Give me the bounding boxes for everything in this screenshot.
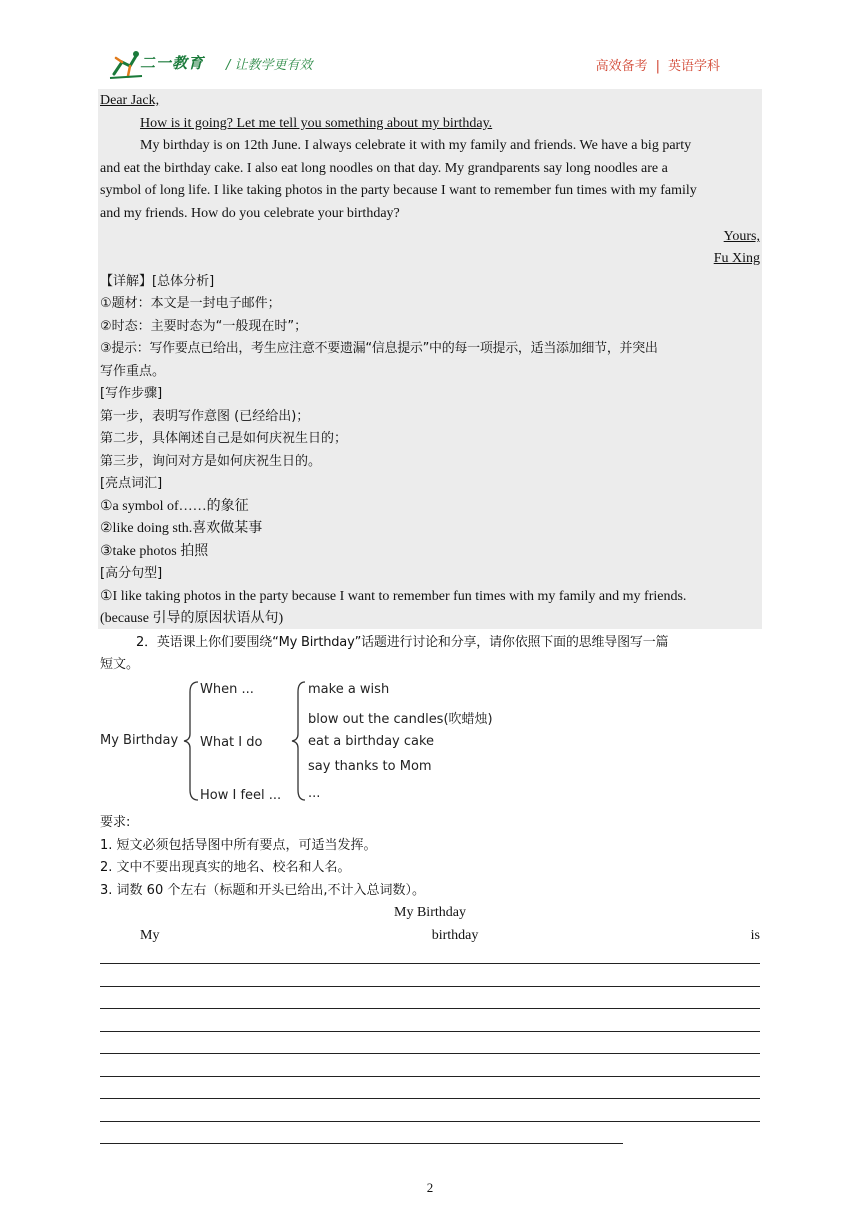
mind-map-branch: What I do xyxy=(200,735,263,750)
slogan: / 让教学更有效 xyxy=(226,58,313,73)
analysis-line: 写作重点。 xyxy=(100,364,166,379)
writing-line[interactable] xyxy=(100,963,760,964)
writing-line[interactable] xyxy=(100,1008,760,1009)
letter-closing-text: Yours, xyxy=(723,229,760,244)
header-tag-subject: 英语学科 xyxy=(667,59,720,74)
header-separator: | xyxy=(655,59,660,74)
letter-opening xyxy=(100,113,800,135)
question-text: 2．英语课上你们要围绕“My Birthday”话题进行讨论和分享，请你依照下面的思维导图写一篇 xyxy=(136,635,669,650)
letter-body-line: symbol of long life. I like taking photos in the party because I want to remember fun times with my family xyxy=(100,183,697,198)
requirement-item: 1. 短文必须包括导图中所有要点，可适当发挥。 xyxy=(100,838,377,853)
header-subject xyxy=(596,55,720,74)
letter-signature xyxy=(100,248,760,270)
analysis-line: [写作步骤] xyxy=(100,386,163,401)
analysis-line: [亮点词汇] xyxy=(100,476,163,491)
writing-line[interactable] xyxy=(100,1053,760,1054)
writing-line[interactable] xyxy=(100,1098,760,1099)
essay-start-word: is xyxy=(750,928,760,943)
mind-map-leaf: blow out the candles(吹蜡烛) xyxy=(308,712,493,727)
mind-map-branch: How I feel ... xyxy=(200,788,282,803)
letter-body-line: My birthday is on 12th June. I always celebrate it with my family and friends. We have a big party xyxy=(140,138,692,153)
essay-start-word: My xyxy=(140,928,160,943)
page-number: 2 xyxy=(426,1180,434,1195)
analysis-line: 第二步，具体阐述自己是如何庆祝生日的； xyxy=(100,431,348,446)
letter-body-line: and my friends. How do you celebrate your birthday? xyxy=(100,206,400,221)
writing-line[interactable] xyxy=(100,1031,760,1032)
logo-text: 二一教育 xyxy=(140,54,205,72)
essay-start xyxy=(100,925,760,947)
essay-title: My Birthday xyxy=(394,905,466,920)
mind-map-root: My Birthday xyxy=(100,733,179,748)
letter-opening-text: How is it going? Let me tell you something about my birthday. xyxy=(140,116,493,131)
analysis-line: ③take photos 拍照 xyxy=(100,544,209,559)
requirement-item: 2. 文中不要出现真实的地名、校名和人名。 xyxy=(100,860,351,875)
writing-line[interactable] xyxy=(100,1121,760,1122)
essay-start-word: birthday xyxy=(431,928,479,943)
analysis-line: ①a symbol of……的象征 xyxy=(100,499,249,514)
analysis-line: (because 引导的原因状语从句) xyxy=(100,611,284,626)
analysis-line: ②时态：主要时态为“一般现在时”； xyxy=(100,319,308,334)
mind-map xyxy=(100,678,520,808)
mind-map-leaf: make a wish xyxy=(308,682,390,697)
requirement-item: 3. 词数 60 个左右（标题和开头已给出,不计入总词数）。 xyxy=(100,883,425,898)
writing-line[interactable] xyxy=(100,986,760,987)
writing-line[interactable] xyxy=(100,1143,623,1144)
analysis-line: ③提示：写作要点已给出，考生应注意不要遗漏“信息提示”中的每一项提示，适当添加细节，并突出 xyxy=(100,341,658,356)
analysis-line: 第一步，表明写作意图 (已经给出)； xyxy=(100,409,310,424)
analysis-line: ①I like taking photos in the party because I want to remember fun times with my family and my friends. xyxy=(100,589,687,604)
letter-greeting: Dear Jack, xyxy=(100,93,160,108)
mind-map-leaf: say thanks to Mom xyxy=(308,759,432,774)
mind-map-leaf: ... xyxy=(308,786,321,801)
question-text-cont: 短文。 xyxy=(100,657,140,672)
header-tag-prep: 高效备考 xyxy=(595,59,648,74)
analysis-line: 【详解】[总体分析] xyxy=(100,274,215,289)
analysis-line: [高分句型] xyxy=(100,566,163,581)
letter-signature-text: Fu Xing xyxy=(713,251,760,266)
mind-map-branch: When ... xyxy=(200,682,254,697)
analysis-line: ②like doing sth.喜欢做某事 xyxy=(100,521,263,536)
letter-closing xyxy=(100,226,760,248)
mind-map-leaf: eat a birthday cake xyxy=(308,734,435,749)
analysis-line: ①题材：本文是一封电子邮件； xyxy=(100,296,281,311)
writing-line[interactable] xyxy=(100,1076,760,1077)
page-header xyxy=(100,46,760,82)
analysis-line: 第三步，询问对方是如何庆祝生日的。 xyxy=(100,454,322,469)
letter-body-line: and eat the birthday cake. I also eat long noodles on that day. My grandparents say long noodles are a xyxy=(100,161,668,176)
requirements-title: 要求: xyxy=(100,815,131,830)
